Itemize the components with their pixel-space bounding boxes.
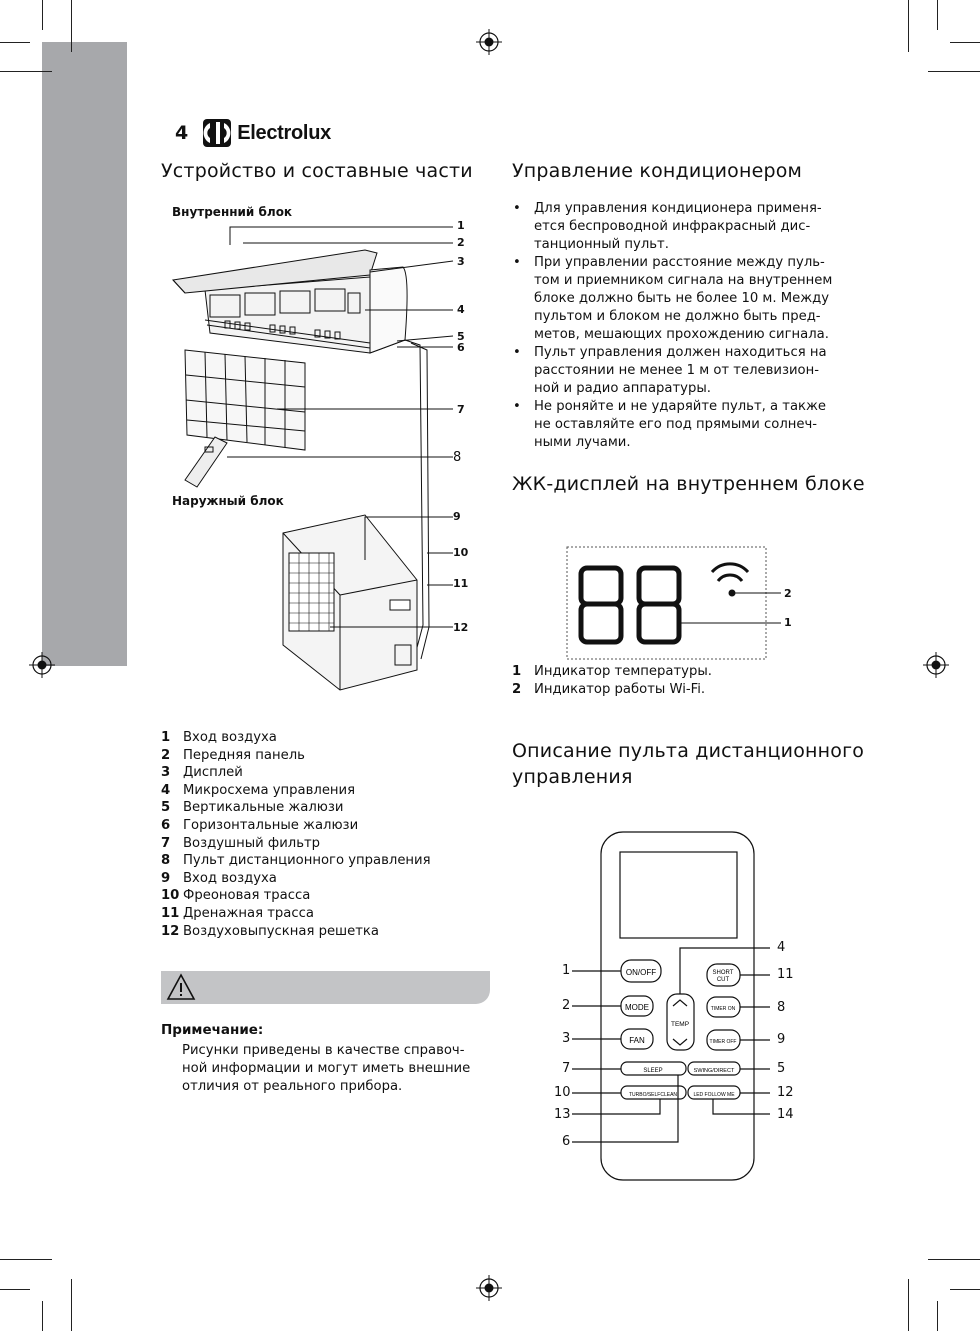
remote-control-diagram: [548, 830, 808, 1185]
lcd-title: ЖК-дисплей на внутреннем блоке: [512, 473, 865, 495]
fan-button-label: FAN: [629, 1036, 645, 1045]
callout-number: 12: [453, 621, 469, 634]
legend-row: 9 Вход воздуха: [161, 870, 277, 886]
lcd-legend: [512, 663, 712, 698]
legend-row: 2 Индикатор работы Wi-Fi.: [512, 681, 706, 697]
legend-row: 1 Индикатор температуры.: [512, 664, 712, 679]
callout-number: 14: [777, 1107, 794, 1122]
callout-number: 9: [777, 1032, 786, 1047]
registration-mark-icon: [923, 652, 949, 678]
crop-mark: [71, 1279, 72, 1331]
swing-button-label: SWING/DIRECT: [693, 1068, 735, 1074]
outdoor-unit-label: Наружный блок: [172, 494, 284, 508]
mode-button-label: MODE: [625, 1003, 649, 1012]
callout-number: 4: [457, 303, 465, 316]
registration-mark-icon: [29, 652, 55, 678]
legend-row: 10 Фреоновая трасса: [161, 888, 311, 904]
crop-mark: [0, 42, 30, 43]
callout-number: 11: [777, 967, 794, 982]
legend-row: 4 Микросхема управления: [161, 782, 356, 798]
callout-number: 11: [453, 577, 469, 590]
callout-number: 8: [453, 450, 462, 465]
on-off-button-label: ON/OFF: [625, 968, 657, 977]
callout-number: 2: [784, 587, 792, 600]
list-item: • Пульт управления должен находиться на расстоянии не менее 1 м от телевизион-ной и радио аппаратуры.: [512, 344, 844, 398]
callout-number: 1: [562, 963, 571, 978]
callout-number: 6: [562, 1134, 571, 1149]
warning-icon: [166, 973, 196, 1001]
lcd-display: [566, 546, 796, 661]
registration-mark-icon: [476, 1275, 502, 1301]
indoor-unit-label: Внутренний блок: [172, 205, 293, 219]
callout-number: 10: [453, 546, 469, 559]
control-title: Управление кондиционером: [512, 160, 803, 182]
timer-on-label: TIMER ON: [710, 1006, 736, 1012]
warning-bar: [161, 971, 490, 1004]
crop-mark: [937, 0, 938, 30]
legend-row: 8 Пульт дистанционного управления: [161, 853, 431, 869]
callout-number: 7: [562, 1061, 571, 1076]
turbo-button-label: TURBO/SELFCLEAN: [628, 1092, 678, 1098]
crop-mark: [928, 1259, 980, 1260]
air-conditioner-diagram: [165, 215, 475, 695]
callout-number: 12: [777, 1085, 794, 1100]
crop-mark: [908, 0, 909, 52]
crop-mark: [950, 1289, 980, 1290]
callout-number: 13: [554, 1107, 571, 1122]
crop-mark: [0, 1259, 52, 1260]
wifi-icon: [712, 564, 748, 581]
lcd-digits-icon: [581, 568, 679, 642]
components-title: Устройство и составные части: [161, 160, 473, 182]
callout-number: 5: [457, 330, 465, 343]
list-item: • Для управления кондиционера применя-ется беспроводной инфракрасный дис-танционный пульт.: [512, 200, 844, 254]
crop-mark: [928, 71, 980, 72]
led-button-label: LED FOLLOW ME: [693, 1092, 735, 1098]
legend-row: 1 Вход воздуха: [161, 730, 277, 745]
legend-row: 12 Воздуховыпускная решетка: [161, 923, 379, 939]
page-header: [175, 118, 331, 148]
legend-row: 7 Воздушный фильтр: [161, 835, 321, 851]
short-cut-label-1: SHORT: [712, 970, 734, 976]
crop-mark: [0, 1289, 30, 1290]
callout-number: 1: [457, 219, 465, 232]
temp-button-label: TEMP: [670, 1021, 690, 1028]
crop-mark: [0, 71, 52, 72]
callout-number: 2: [457, 236, 465, 249]
callout-number: 3: [562, 1031, 571, 1046]
callout-number: 6: [457, 341, 465, 354]
components-legend: [161, 729, 491, 940]
note-text: Рисунки приведены в качестве справоч-ной информации и могут иметь внешние отличия от реального прибора.: [182, 1043, 471, 1094]
legend-row: 6 Горизонтальные жалюзи: [161, 817, 359, 833]
callout-number: 7: [457, 403, 465, 416]
crop-mark: [42, 1301, 43, 1331]
page-number: 4: [175, 122, 189, 144]
callout-number: 1: [784, 616, 792, 629]
remote-title: Описание пульта дистанционного управления: [512, 740, 865, 788]
legend-row: 11 Дренажная трасса: [161, 905, 314, 921]
list-item: • Не роняйте и не ударяйте пульт, а также не оставляйте его под прямыми солнеч-ными лучами.: [512, 398, 844, 452]
control-bullets: [512, 200, 844, 452]
list-item: • При управлении расстояние между пуль-том и приемником сигнала на внутреннем блоке должно быть не более 10 м. Между пультом и блоком не должно быть пред-метов, мешающих прохождению сигнала.: [512, 254, 844, 344]
short-cut-label-2: CUT: [716, 977, 730, 983]
note-title: Примечание:: [161, 1022, 264, 1038]
crop-mark: [950, 42, 980, 43]
legend-row: 2 Передняя панель: [161, 747, 305, 763]
legend-row: 5 Вертикальные жалюзи: [161, 800, 344, 816]
callout-number: 9: [453, 510, 461, 523]
crop-mark: [937, 1301, 938, 1331]
callout-number: 5: [777, 1061, 786, 1076]
callout-number: 4: [777, 940, 786, 955]
callout-number: 10: [554, 1085, 571, 1100]
callout-number: 8: [777, 1000, 786, 1015]
side-bar: [42, 42, 127, 666]
registration-mark-icon: [476, 29, 502, 55]
legend-row: 3 Дисплей: [161, 765, 243, 781]
callout-number: 2: [562, 998, 571, 1013]
crop-mark: [908, 1279, 909, 1331]
electrolux-logo-icon: [202, 118, 232, 148]
timer-off-label: TIMER OFF: [709, 1039, 737, 1045]
callout-number: 3: [457, 255, 465, 268]
crop-mark: [71, 0, 72, 52]
sleep-button-label: SLEEP: [643, 1068, 663, 1074]
brand-name: Electrolux: [237, 121, 331, 144]
crop-mark: [42, 0, 43, 30]
